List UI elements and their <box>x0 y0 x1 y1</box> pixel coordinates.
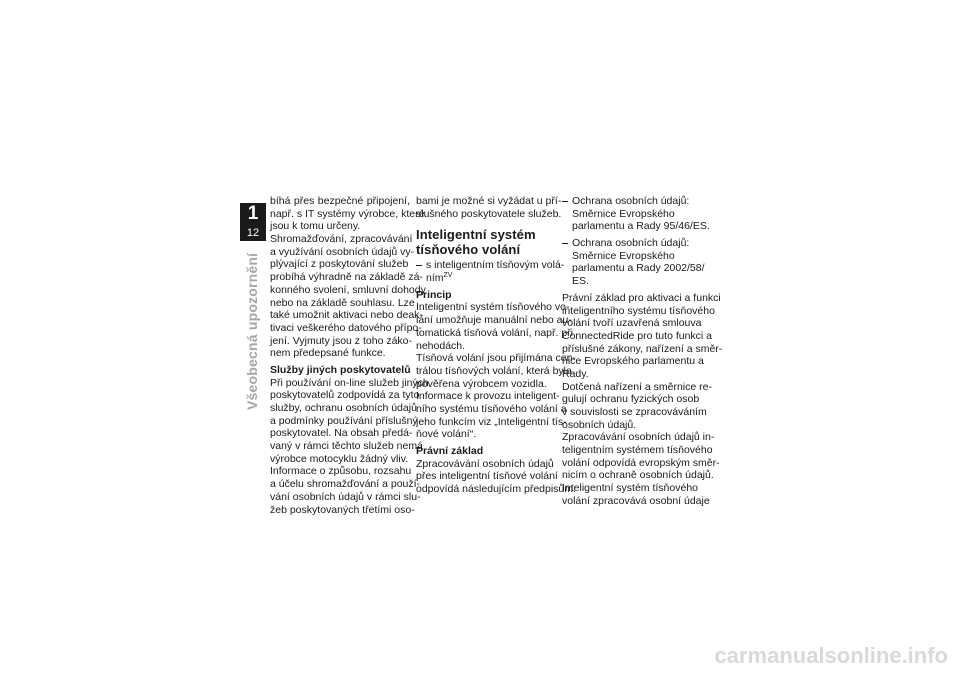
text-line: pověřena výrobcem vozidla. <box>416 377 547 390</box>
text-line: plývající z poskytování služeb <box>270 258 409 271</box>
text-line: Při používání on-line služeb jiných <box>270 376 429 389</box>
col1-paragraph-1 <box>270 195 426 360</box>
text-line: ConnectedRide pro tuto funkci a <box>562 329 713 342</box>
dash-bullet-icon <box>416 259 424 272</box>
text-line: parlamentu a Rady 2002/58/ <box>572 262 705 275</box>
col1-paragraph-2 <box>270 376 429 517</box>
text-line: a podmínky používání příslušný <box>270 414 418 427</box>
text-line: jeho funkcím viz „Inteligentní tís- <box>416 415 567 428</box>
text-line: Tísňová volání jsou přijímána cen- <box>416 352 576 365</box>
text-line: příslušné zákony, nařízení a směr- <box>562 342 723 355</box>
text-line: přes inteligentní tísňové volání <box>416 470 558 483</box>
text-line: konného svolení, smluvní dohody <box>270 283 426 296</box>
section-title <box>416 228 556 257</box>
text-line: ňové volání“. <box>416 428 477 441</box>
text-line: volání odpovídá evropským směr- <box>562 456 720 469</box>
text-line: Shromažďování, zpracovávání <box>270 233 413 246</box>
text-line: Informace o způsobu, rozsahu <box>270 465 412 478</box>
text-line: vání osobních údajů v rámci slu- <box>270 490 421 503</box>
text-line: ES. <box>572 275 589 288</box>
col3-paragraph <box>562 291 723 508</box>
column-3 <box>562 195 723 508</box>
section-heading: Služby jiných poskytovatelů <box>270 363 411 376</box>
text-line: v souvislosti se zpracováváním <box>562 406 707 418</box>
col2-paragraph-3 <box>416 457 576 496</box>
text-line: služby, ochranu osobních údajů <box>270 402 417 414</box>
text-line: poskytovatel. Na obsah předá- <box>270 427 413 440</box>
chapter-number: 1 <box>247 203 259 224</box>
text-line: poskytovatelů zodpovídá za tyto <box>270 389 420 402</box>
text-line: volání tvoří uzavřená smlouva <box>562 317 702 330</box>
dash-bullet-icon <box>562 195 570 208</box>
equipment-note <box>416 259 565 285</box>
col2-paragraph-1 <box>416 195 562 220</box>
text-line: bami je možné si vyžádat u pří- <box>416 195 562 207</box>
text-line: a účelu shromažďování a použí- <box>270 478 421 491</box>
column-1 <box>270 195 429 516</box>
text-line: Dotčená nařízení a směrnice re- <box>562 380 712 393</box>
text-line: např. s IT systémy výrobce, které <box>270 207 425 220</box>
section-heading: Princip <box>416 288 452 301</box>
text-line: Rady. <box>562 367 589 380</box>
list-item <box>562 195 710 233</box>
section-heading: Právní základ <box>416 445 484 457</box>
section-title-line: tísňového volání <box>416 241 521 257</box>
text-line: nehodách. <box>416 339 466 352</box>
text-line: Informace k provozu inteligent- <box>416 390 560 403</box>
text-line: Právní základ pro aktivaci a funkci <box>562 291 721 304</box>
text-line: ním <box>426 272 444 285</box>
page-number: 12 <box>246 227 260 239</box>
text-line: výrobce motocyklu žádný vliv. <box>270 452 409 465</box>
text-line: nem předepsané funkce. <box>270 347 386 360</box>
optional-equipment-mark: ZV <box>443 272 453 280</box>
text-line: parlamentu a Rady 95/46/ES. <box>572 220 710 233</box>
text-line: probíhá výhradně na základě zá- <box>270 271 423 284</box>
text-line: nebo na základě souhlasu. Lze <box>270 296 415 309</box>
text-line: nice Evropského parlamentu a <box>562 355 704 368</box>
text-line: Inteligentní systém tísňového <box>562 482 698 495</box>
text-line: žeb poskytovaných třetími oso- <box>270 503 415 516</box>
text-line: Zpracovávání osobních údajů in- <box>562 431 715 444</box>
text-line: bíhá přes bezpečné připojení, <box>270 195 410 207</box>
text-line: volání zpracovává osobní údaje <box>562 494 710 507</box>
text-line: jsou k tomu určeny. <box>270 220 361 233</box>
text-line: teligentním systémem tísňového <box>562 444 713 457</box>
text-line: tivaci veškerého datového přípo- <box>270 321 422 334</box>
text-line: Směrnice Evropského <box>572 207 675 220</box>
text-line: trálou tísňových volání, která byla <box>416 364 572 377</box>
list-item <box>562 237 704 288</box>
chapter-tab <box>240 203 266 241</box>
section-title-line: Inteligentní systém <box>416 227 536 243</box>
text-line: také umožnit aktivaci nebo deak- <box>270 309 423 322</box>
text-line: lání umožňuje manuální nebo au- <box>416 314 572 327</box>
text-line: Inteligentní systém tísňového vo- <box>416 301 570 314</box>
site-watermark: carmanualsonline.info <box>714 643 948 668</box>
text-line: Zpracovávání osobních údajů <box>416 457 554 470</box>
text-line: nicím o ochraně osobních údajů. <box>562 469 714 482</box>
side-chapter-title: Všeobecná upozornění <box>244 252 260 410</box>
text-line: ního systému tísňového volání a <box>416 402 567 415</box>
text-line: Ochrana osobních údajů: <box>572 195 690 207</box>
text-line: tomatická tísňová volání, např. při <box>416 326 573 339</box>
text-line: Směrnice Evropského <box>572 249 675 262</box>
text-line: slušného poskytovatele služeb. <box>416 207 562 220</box>
text-line: s inteligentním tísňovým volá- <box>426 259 565 272</box>
text-line: osobních údajů. <box>562 418 637 431</box>
text-line: vaný v rámci těchto služeb nemá <box>270 440 423 453</box>
text-line: gulují ochranu fyzických osob <box>562 393 700 406</box>
text-line: a využívání osobních údajů vy- <box>270 245 415 258</box>
text-line: Ochrana osobních údajů: <box>572 237 690 250</box>
text-line: inteligentního systému tísňového <box>562 304 715 317</box>
text-line: jení. Vyjmuty jsou z toho záko- <box>270 334 413 347</box>
dash-bullet-icon <box>562 237 570 250</box>
text-line: odpovídá následujícím předpisům: <box>416 483 576 496</box>
